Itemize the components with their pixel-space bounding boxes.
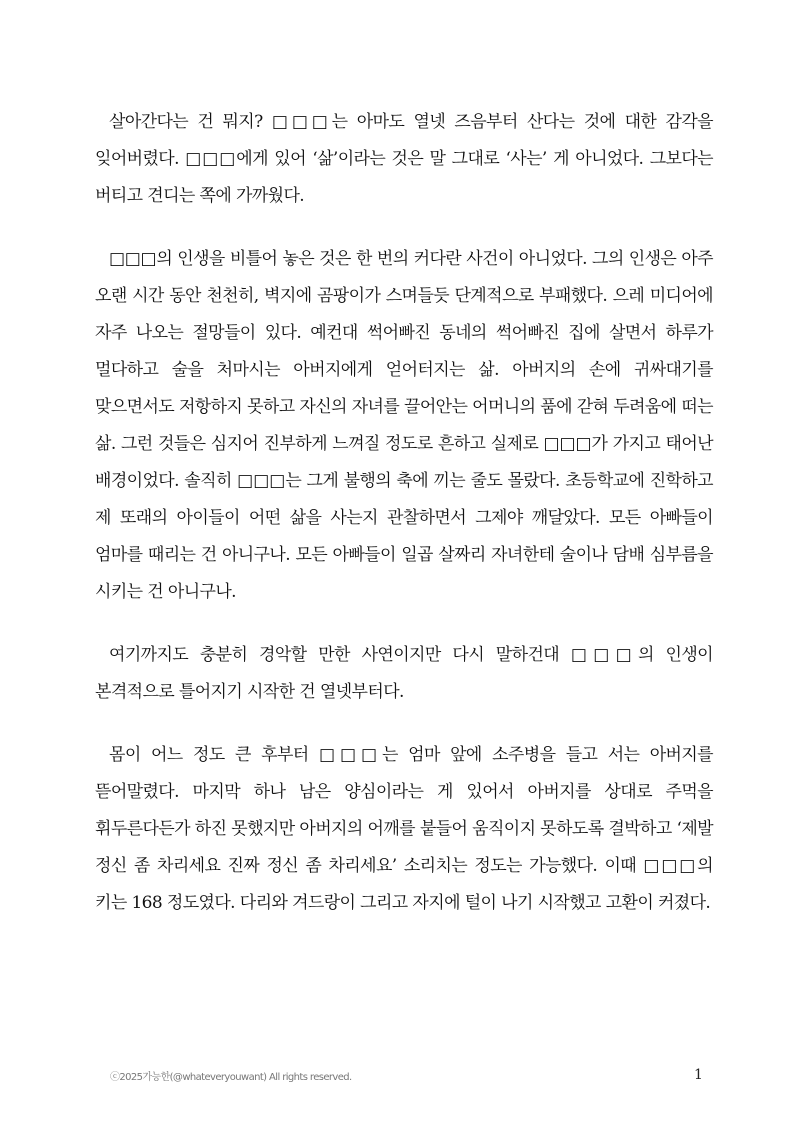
paragraph-3: 여기까지도 충분히 경악할 만한 사연이지만 다시 말하건대 □□□의 인생이 본격적으로 틀어지기 시작한 건 열넷부터다. bbox=[95, 645, 713, 702]
paragraph-2: □□□의 인생을 비틀어 놓은 것은 한 번의 커다란 사건이 아니었다. 그의 인생은 아주 오랜 시간 동안 천천히, 벽지에 곰팡이가 스며들듯 단계적으로 부패했다. 으레 미디어에 자주 나오는 절망들이 있다. 예컨대 썩어빠진 동네의 썩어빠진 집에 살면서 하루가 멀다하고 술을 처마시는 아버지에게 얻어터지는 삶. 아버지의 손에 귀싸대기를 맞으면서도 저항하지 못하고 자신의 자녀를 끌어안는 어머니의 품에 갇혀 두려움에 떠는 삶. 그런 것들은 심지어 진부하게 느껴질 정도로 흔하고 실제로 □□□가 가지고 태어난 배경이었다. 솔직히 □□□는 그게 불행의 축에 끼는 줄도 몰랐다. 초등학교에 진학하고 제 또래의 아이들이 어떤 삶을 사는지 관찰하면서 그제야 깨달았다. 모든 아빠들이 엄마를 때리는 건 아니구나. 모든 아빠들이 일곱 살짜리 자녀한테 술이나 담배 심부름을 시키는 건 아니구나. bbox=[95, 249, 713, 602]
body-text bbox=[95, 104, 713, 948]
copyright-notice: ⓒ2025가능한(@whateveryouwant) All rights reserved. bbox=[110, 1072, 352, 1083]
paragraph-4: 몸이 어느 정도 큰 후부터 □□□는 엄마 앞에 소주병을 들고 서는 아버지를 뜯어말렸다. 마지막 하나 남은 양심이라는 게 있어서 아버지를 상대로 주먹을 휘두른다든가 하진 못했지만 아버지의 어깨를 붙들어 움직이지 못하도록 결박하고 ‘제발 정신 좀 차리세요 진짜 정신 좀 차리세요’ 소리치는 정도는 가능했다. 이때 □□□의 키는 168 정도였다. 다리와 겨드랑이 그리고 자지에 털이 나기 시작했고 고환이 커졌다. bbox=[95, 745, 713, 913]
page-number: 1 bbox=[694, 1067, 703, 1083]
paragraph-1: 살아간다는 건 뭐지? □□□는 아마도 열넷 즈음부터 산다는 것에 대한 감각을 잊어버렸다. □□□에게 있어 ‘삶’이라는 것은 말 그대로 ‘사는’ 게 아니었다. 그보다는 버티고 견디는 쪽에 가까웠다. bbox=[95, 112, 713, 206]
